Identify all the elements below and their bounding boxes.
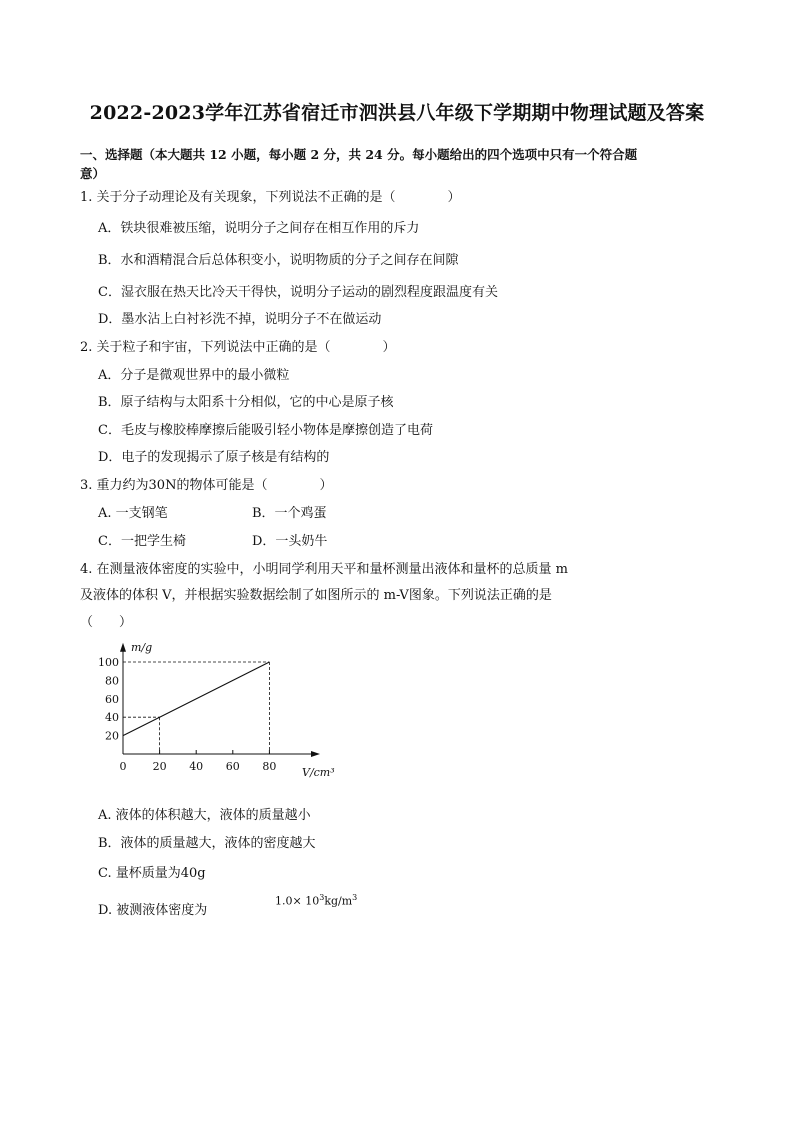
density-formula <box>275 893 357 908</box>
q2-option-c: C．毛皮与橡胶棒摩擦后能吸引轻小物体是摩擦创造了电荷 <box>98 423 433 438</box>
q3-option-c: C．一把学生椅 <box>98 534 186 549</box>
y-tick-label: 80 <box>105 674 119 688</box>
x-axis-label: V/cm³ <box>302 766 335 779</box>
q4-answer-paren: （ ） <box>80 615 133 630</box>
y-tick-label: 20 <box>105 729 119 743</box>
x-tick-label: 60 <box>225 760 240 773</box>
q3-stem: 3. 重力约为30N的物体可能是（ ） <box>80 478 333 493</box>
q4-stem-line1: 4. 在测量液体密度的实验中，小明同学利用天平和量杯测量出液体和量杯的总质量 m <box>80 562 568 577</box>
x-tick-label: 40 <box>189 760 204 773</box>
y-axis-arrow <box>120 643 126 652</box>
formula-unit-exponent: 3 <box>352 893 358 902</box>
q4-option-d: D. 被测液体密度为 <box>98 903 208 918</box>
q4-stem-line2: 及液体的体积 V，并根据实验数据绘制了如图所示的 m-V图象。下列说法正确的是 <box>80 588 552 603</box>
q3-option-d: D．一头奶牛 <box>252 534 328 549</box>
page-title: 2022-2023学年江苏省宿迁市泗洪县八年级下学期期中物理试题及答案 <box>89 102 705 124</box>
x-tick-label: 20 <box>152 760 167 773</box>
formula-base: 1.0× 10 <box>275 894 320 908</box>
x-axis-arrow <box>311 751 320 757</box>
q1-option-b: B．水和酒精混合后总体积变小，说明物质的分子之间存在间隙 <box>98 253 459 268</box>
q1-stem: 1. 关于分子动理论及有关现象，下列说法不正确的是（ ） <box>80 190 461 205</box>
q2-option-b: B．原子结构与太阳系十分相似，它的中心是原子核 <box>98 395 394 410</box>
y-axis-label: m/g <box>131 640 153 654</box>
q4-option-c: C. 量杯质量为40g <box>98 866 206 881</box>
q2-stem: 2. 关于粒子和宇宙，下列说法中正确的是（ ） <box>80 340 396 355</box>
m-v-chart <box>92 630 372 780</box>
formula-unit: kg/m <box>324 894 353 908</box>
q3-option-b: B．一个鸡蛋 <box>252 506 327 521</box>
q4-option-b: B．液体的质量越大，液体的密度越大 <box>98 836 316 851</box>
y-tick-label: 100 <box>98 656 119 669</box>
q1-option-a: A．铁块很难被压缩，说明分子之间存在相互作用的斥力 <box>98 221 420 236</box>
x-tick-label: 80 <box>262 760 277 773</box>
series-line <box>123 662 269 736</box>
q4-option-a: A. 液体的体积越大，液体的质量越小 <box>98 808 311 823</box>
x-tick-label: 0 <box>119 760 127 773</box>
q2-option-a: A．分子是微观世界中的最小微粒 <box>98 368 290 383</box>
q1-option-d: D．墨水沾上白衬衫洗不掉，说明分子不在做运动 <box>98 312 382 327</box>
y-tick-label: 40 <box>105 711 119 725</box>
q2-option-d: D．电子的发现揭示了原子核是有结构的 <box>98 450 330 465</box>
q1-option-c: C．湿衣服在热天比冷天干得快，说明分子运动的剧烈程度跟温度有关 <box>98 285 498 300</box>
formula-exponent: 3 <box>319 893 325 902</box>
y-tick-label: 60 <box>105 692 119 706</box>
section-heading: 一、选择题（本大题共 12 小题，每小题 2 分，共 24 分。每小题给出的四个选项中只有一个符合题意） <box>80 147 638 181</box>
q3-option-a: A. 一支钢笔 <box>98 506 168 521</box>
